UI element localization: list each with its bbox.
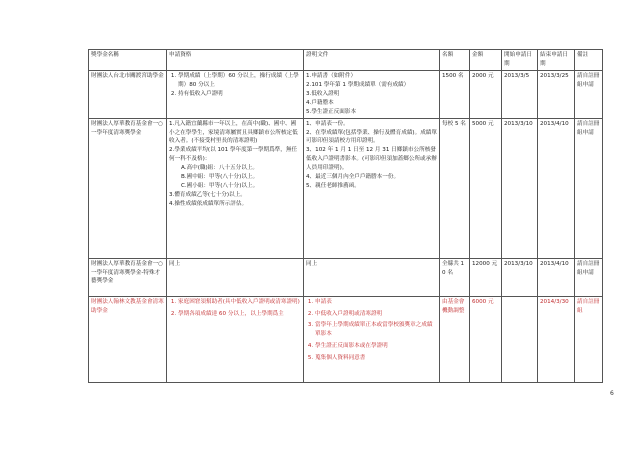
documents-cell [304, 70, 440, 118]
document-item: 5. 蒐集個人資料同意書 [315, 354, 437, 363]
scholarship-name: 財團法人台北市關渡宮助學金 [89, 70, 167, 118]
quota-cell: 全縣共 10 名 [440, 258, 470, 296]
header-amount: 金額 [470, 50, 502, 71]
header-documents: 證明文件 [304, 50, 440, 71]
qualification-item: 3.體育成績乙等(七十分)以上。 [169, 192, 246, 199]
end-date-cell: 2014/3/30 [538, 296, 575, 382]
table-row [89, 118, 603, 258]
document-item: 1、申請表一份。 [306, 120, 349, 127]
note-cell: 請自註冊組申請 [575, 118, 603, 258]
qualifications-cell: 同上 [167, 258, 304, 296]
qualification-item: 4.操性成績依成績單所示評估。 [169, 201, 248, 207]
document-item: 3、102 年 1 月 1 日至 12 月 31 日鄉鎮市公所核發低收入戶證明書影本。(可影印但須加蓋鄉公所或承辦人員用印證明)。 [306, 147, 437, 172]
header-note: 備註 [575, 50, 603, 71]
start-date-cell: 2013/3/5 [502, 70, 538, 118]
header-end-date: 結束申請日期 [538, 50, 575, 71]
documents-cell: 同上 [304, 258, 440, 296]
qualification-item: A.高中(職)組：八十五分以上。 [181, 165, 258, 172]
end-date-cell: 2013/4/10 [538, 118, 575, 258]
amount-cell: 12000 元 [470, 258, 502, 296]
end-date-cell: 2013/4/10 [538, 258, 575, 296]
header-start-date: 開始申請日期 [502, 50, 538, 71]
note-cell: 請自註冊組 [575, 296, 603, 382]
header-name: 獎學金名稱 [89, 50, 167, 71]
page-number: 6 [610, 390, 614, 397]
document-item: 4、最近三個月內全戶戶籍謄本一份。 [306, 174, 400, 181]
quota-cell: 由基金會機動調整 [440, 296, 470, 382]
document-item: 4. 學生證正反面影本或在學證明 [315, 342, 437, 351]
qualification-item: 2. 持有低收入戶證明 [178, 90, 301, 99]
note-cell: 請自註冊組申請 [575, 258, 603, 296]
scholarship-name: 財團法人翰林文教基金會清寒助學金 [89, 296, 167, 382]
end-date-cell: 2013/3/25 [538, 70, 575, 118]
document-item: 1.申請書（如附件） [306, 72, 357, 79]
document-item: 5、親任老師推薦函。 [306, 183, 360, 190]
quota-cell: 1500 名 [440, 70, 470, 118]
table-header-row [89, 50, 603, 71]
note-cell: 請自註冊組申請 [575, 70, 603, 118]
amount-cell: 5000 元 [470, 118, 502, 258]
table-row [89, 70, 603, 118]
qualifications-cell [167, 296, 304, 382]
table-row [89, 258, 603, 296]
start-date-cell: 2013/3/10 [502, 118, 538, 258]
document-item: 2. 中低收入戶證明或清寒證明 [315, 310, 437, 319]
qualification-item: 1. 學期成績（上學期）60 分以上，操行成績（上學期）80 分以上 [178, 72, 301, 90]
qualification-item: 1.凡入籍宜蘭縣市一年以上，在高中(職)、國中、國小之在學學生，家境清寒屬實且具鄉鎮市公所核定低收入者。(不接受村里長的清寒證明) [169, 120, 298, 145]
qualification-item: 2. 學期各項成績達 60 分以上，以上學期爲主 [178, 310, 301, 319]
document-item: 5.學生證正反面影本 [306, 108, 357, 115]
qualifications-cell [167, 70, 304, 118]
qualifications-cell [167, 118, 304, 258]
document-item: 2.101 學年第 1 學期成績單（需有成績） [306, 81, 410, 88]
document-item: 3.低收入證明 [306, 90, 340, 97]
table-row [89, 296, 603, 382]
document-item: 3. 當學年上學期成績單正本或當學校頒獎章之成績單影本 [315, 321, 437, 339]
document-item: 2、在學成績單(包括學業、操行及體育成績)。成績單可影印但須請校方用印證明。 [306, 129, 437, 145]
qualification-item: 1. 家庭困窘須幫助者(具中低收入戶證明或清寒證明) [178, 298, 301, 307]
scholarship-name: 財團法人厚華教育基金會一○一學年度清寒獎學金 [89, 118, 167, 258]
document-item: 4.戶籍謄本 [306, 99, 334, 106]
quota-cell: 每校 5 名 [440, 118, 470, 258]
start-date-cell [502, 296, 538, 382]
document-item: 1. 申請表 [315, 298, 437, 307]
qualification-item: C.國小組：甲等(八十分)以上。 [181, 183, 259, 190]
scholarship-table [88, 49, 603, 383]
documents-cell [304, 118, 440, 258]
amount-cell: 6000 元 [470, 296, 502, 382]
documents-cell [304, 296, 440, 382]
scholarship-name: 財團法人厚華教育基金會一○一學年度清寒獎學金-特殊才藝獎學金 [89, 258, 167, 296]
qualification-item: B.國中組：甲等(八十分)以上。 [181, 174, 259, 181]
amount-cell: 2000 元 [470, 70, 502, 118]
qualification-item: 2.學業成績平均(以 101 學年度第一學期爲準，無任何一科不及格)： [169, 147, 298, 163]
header-quota: 名額 [440, 50, 470, 71]
header-qualifications: 申請資格 [167, 50, 304, 71]
start-date-cell: 2013/3/10 [502, 258, 538, 296]
